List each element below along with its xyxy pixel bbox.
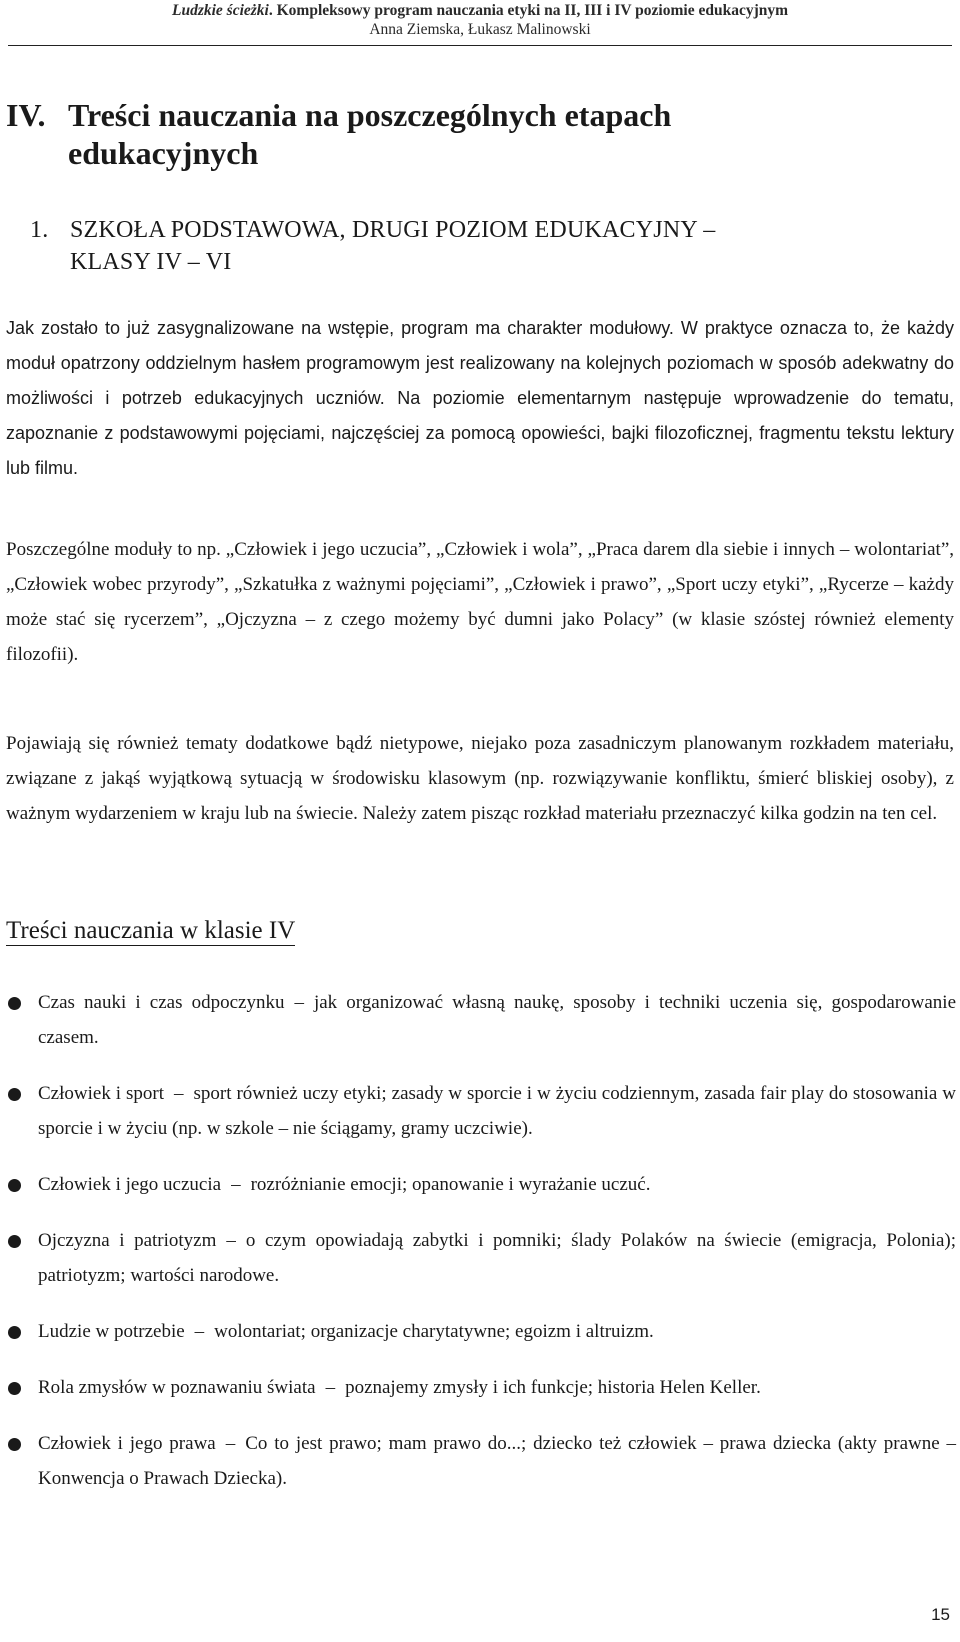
chapter-title-line1: Treści nauczania na poszczególnych etapach: [68, 97, 672, 133]
paragraph-extra-topics: Pojawiają się również tematy dodatkowe bądź nietypowe, niejako poza zasadniczym planowanym rozkładem materiału, związane z jakąś wyjątkową sytuacją w środowisku klasowym (np. rozwiązywanie konfliktu, śmierć bliskiej osoby), z ważnym wydarzeniem w kraju lub na świecie. Należy zatem pisząc rozkład materiału przeznaczyć kilka godzin na ten cel.: [6, 733, 954, 824]
section-title-line1: SZKOŁA PODSTAWOWA, DRUGI POZIOM EDUKACYJNY –: [70, 217, 716, 243]
list-item: [6, 1167, 956, 1202]
topic-name: Ludzie w potrzebie: [38, 1321, 185, 1342]
section-number: 1.: [30, 217, 49, 243]
topic-name: Człowiek i jego uczucia: [38, 1174, 222, 1195]
page-number: 15: [931, 1605, 950, 1624]
chapter-title-line2: edukacyjnych: [68, 135, 259, 171]
topic-name: Człowiek i sport: [38, 1083, 165, 1104]
list-item: [6, 1370, 956, 1405]
topic-description: o czym opowiadają zabytki i pomniki; ślady Polaków na świecie (emigracja, Polonia); patriotyzm; wartości narodowe.: [38, 1230, 956, 1286]
topic-name: Człowiek i jego prawa: [38, 1433, 216, 1454]
topic-dash: –: [174, 1083, 184, 1104]
topic-dash: –: [194, 1321, 205, 1342]
topic-name: Ojczyzna i patriotyzm: [38, 1230, 217, 1251]
bullet-icon: [8, 1382, 21, 1395]
topic-description: sport również uczy etyki; zasady w sporcie i w życiu codziennym, zasada fair play do stosowania w sporcie i w życiu (np. w szkole – nie ściągamy, gramy uczciwie).: [38, 1083, 956, 1139]
bullet-icon: [8, 1235, 21, 1248]
chapter-number: IV.: [6, 97, 46, 133]
book-title: Ludzkie ścieżki: [171, 2, 269, 19]
bullet-icon: [8, 1088, 21, 1101]
paragraph-modules: Poszczególne moduły to np. „Człowiek i jego uczucia”, „Człowiek i wola”, „Praca darem dla siebie i innych – wolontariat”, „Człowiek wobec przyrody”, „Szkatułka z ważnymi pojęciami”, „Człowiek i prawo”, „Sport uczy etyki”, „Rycerze – każdy może stać się rycerzem”, „Ojczyzna – z czego możemy być dumni jako Polacy” (w klasie szóstej również elementy filozofii).: [6, 539, 954, 665]
list-item: [6, 1223, 956, 1293]
topic-name: Rola zmysłów w poznawaniu świata: [38, 1377, 316, 1398]
subheading-class-iv: Treści nauczania w klasie IV: [6, 917, 296, 944]
topic-description: jak organizować własną naukę, sposoby i techniki uczenia się, gospodarowanie czasem.: [38, 992, 957, 1048]
bullet-icon: [8, 1326, 21, 1339]
topic-dash: –: [225, 1433, 236, 1454]
running-header-authors: Anna Ziemska, Łukasz Malinowski: [369, 21, 591, 38]
topic-list: [6, 985, 956, 1496]
topic-description: poznajemy zmysły i ich funkcje; historia Helen Keller.: [345, 1377, 761, 1398]
list-item: [6, 985, 956, 1055]
topic-dash: –: [231, 1174, 241, 1195]
running-header-title: [0, 2, 960, 20]
topic-description: rozróżnianie emocji; opanowanie i wyrażanie uczuć.: [250, 1174, 651, 1195]
topic-dash: –: [294, 992, 304, 1013]
bullet-icon: [8, 997, 21, 1010]
topic-dash: –: [325, 1377, 336, 1398]
program-subtitle: . Kompleksowy program nauczania etyki na II, III i IV poziomie edukacyjnym: [268, 2, 789, 19]
running-header: [0, 2, 960, 39]
section-title-line2: KLASY IV – VI: [70, 249, 232, 275]
topic-dash: –: [226, 1230, 236, 1251]
list-item: [6, 1426, 956, 1496]
topic-description: wolontariat; organizacje charytatywne; egoizm i altruizm.: [214, 1321, 654, 1342]
topic-description: Co to jest prawo; mam prawo do...; dziecko też człowiek – prawa dziecka (akty prawne – Konwencja o Prawach Dziecka).: [38, 1433, 956, 1489]
topic-name: Czas nauki i czas odpoczynku: [38, 992, 285, 1013]
section-heading: [30, 214, 945, 278]
bullet-icon: [8, 1179, 21, 1192]
chapter-heading: [6, 96, 906, 172]
bullet-icon: [8, 1438, 21, 1451]
header-rule: [8, 45, 952, 46]
list-item: [6, 1314, 956, 1349]
list-item: [6, 1076, 956, 1146]
paragraph-intro: Jak zostało to już zasygnalizowane na wstępie, program ma charakter modułowy. W praktyce oznacza to, że każdy moduł opatrzony oddzielnym hasłem programowym jest realizowany na kolejnych poziomach w sposób adekwatny do możliwości i potrzeb edukacyjnych uczniów. Na poziomie elementarnym następuje wprowadzenie do tematu, zapoznanie z podstawowymi pojęciami, najczęściej za pomocą opowieści, bajki filozoficznej, fragmentu tekstu lektury lub filmu.: [6, 318, 954, 478]
